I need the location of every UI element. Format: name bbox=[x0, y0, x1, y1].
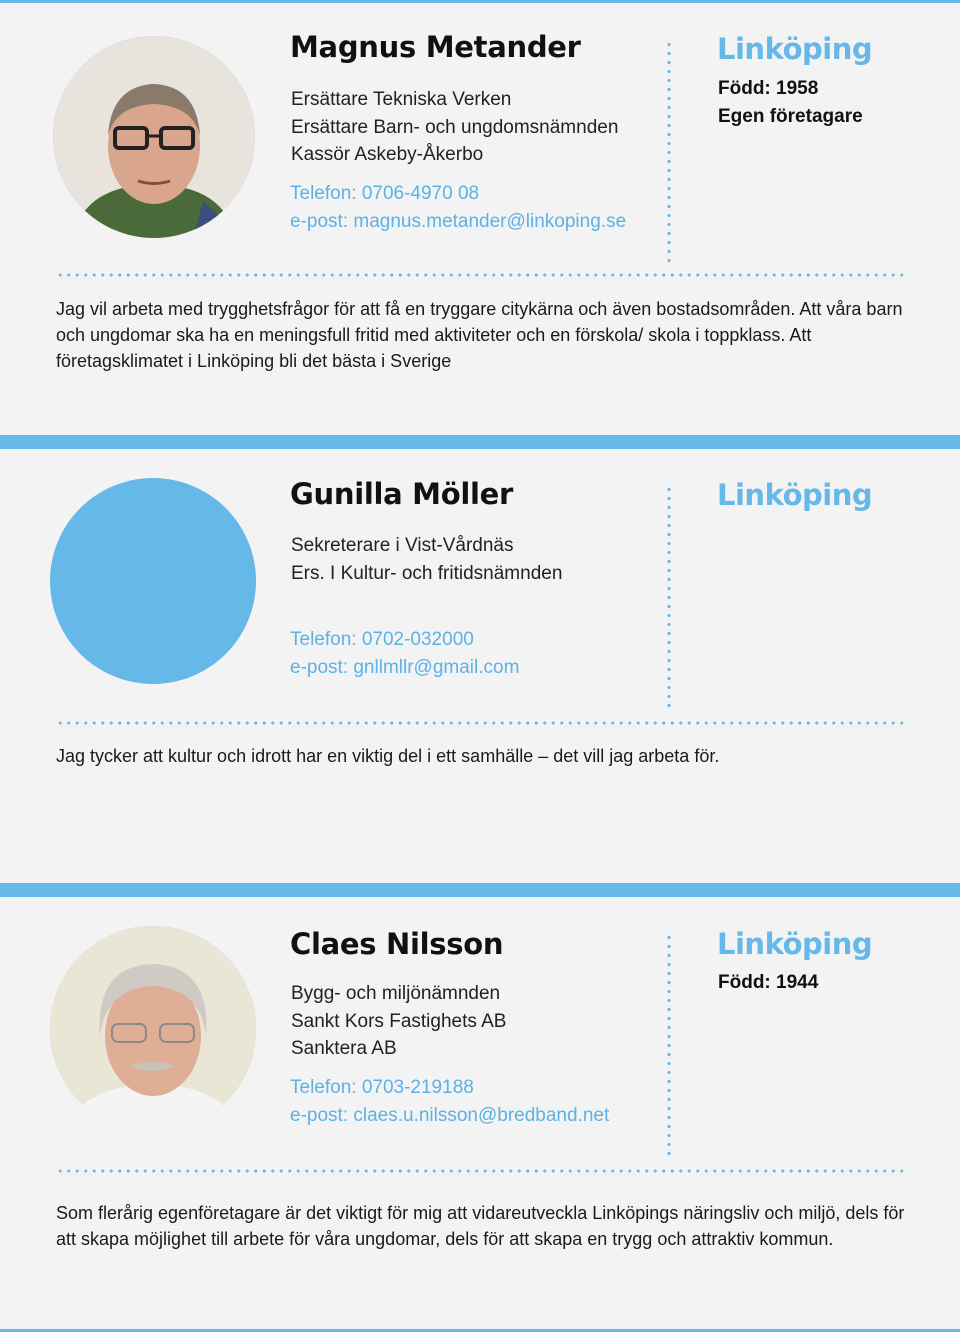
candidate-bio: Som flerårig egenföretagare är det viktigt för mig att vidareutveckla Linköpings näringsliv och miljö, dels för att skapa möjlighet till arbete för våra ungdomar, dels för att skapa en trygg och attraktiv kommun. bbox=[56, 1203, 905, 1249]
occupation: Egen företagare bbox=[718, 106, 863, 127]
candidate-name: Claes Nilsson bbox=[290, 927, 504, 961]
candidate-role: Sankt Kors Fastighets AB bbox=[291, 1010, 507, 1032]
vertical-divider bbox=[667, 40, 671, 266]
section-separator bbox=[0, 435, 960, 449]
candidate-role: Sekreterare i Vist-Vårdnäs bbox=[291, 535, 514, 556]
candidate-role: Ers. I Kultur- och fritidsnämnden bbox=[291, 562, 563, 584]
candidate-roles bbox=[291, 86, 618, 169]
vertical-divider bbox=[667, 933, 671, 1161]
candidate-contact bbox=[290, 180, 626, 236]
candidate-facts bbox=[718, 969, 818, 997]
city-label: Linköping bbox=[717, 32, 873, 66]
email-link[interactable]: e-post: claes.u.nilsson@bredband.net bbox=[290, 1105, 610, 1126]
candidate-photo bbox=[53, 36, 255, 238]
phone-link[interactable]: Telefon: 0703-219188 bbox=[290, 1077, 474, 1098]
candidate-photo bbox=[50, 926, 256, 1132]
candidate-contact bbox=[290, 626, 519, 682]
candidate-role: Bygg- och miljönämnden bbox=[291, 983, 501, 1004]
candidate-bio: Jag vil arbeta med trygghetsfrågor för att få en tryggare citykärna och även bostadsområden. Att våra barn och ungdomar ska ha en meningsfull fritid med aktiviteter och en förskola/ skola i toppklass. Att företagsklimatet i Linköping bli det bästa i Sverige bbox=[56, 299, 903, 371]
horizontal-divider bbox=[56, 720, 906, 726]
candidate-card-magnus bbox=[0, 0, 960, 435]
candidate-role: Kassör Askeby-Åkerbo bbox=[291, 144, 484, 165]
candidate-photo-placeholder bbox=[50, 478, 256, 684]
candidate-contact bbox=[290, 1074, 609, 1130]
candidate-role: Ersättare Tekniska Verken bbox=[291, 89, 512, 110]
candidate-name: Magnus Metander bbox=[290, 30, 581, 64]
candidate-role: Ersättare Barn- och ungdomsnämnden bbox=[291, 116, 619, 138]
candidate-bio: Jag tycker att kultur och idrott har en viktig del i ett samhälle – det vill jag arbeta för. bbox=[56, 746, 720, 766]
candidate-card-claes bbox=[0, 897, 960, 1332]
candidate-facts bbox=[718, 75, 863, 131]
candidate-roles bbox=[291, 980, 506, 1063]
horizontal-divider bbox=[56, 1168, 906, 1174]
candidate-name: Gunilla Möller bbox=[290, 477, 514, 511]
birth-year: Född: 1958 bbox=[718, 78, 819, 99]
section-separator bbox=[0, 883, 960, 897]
city-label: Linköping bbox=[717, 478, 873, 512]
birth-year: Född: 1944 bbox=[718, 972, 819, 993]
phone-link[interactable]: Telefon: 0706-4970 08 bbox=[290, 183, 480, 204]
city-label: Linköping bbox=[717, 927, 873, 961]
email-link[interactable]: e-post: gnllmllr@gmail.com bbox=[290, 657, 520, 678]
email-link[interactable]: e-post: magnus.metander@linkoping.se bbox=[290, 211, 627, 232]
vertical-divider bbox=[667, 485, 671, 713]
phone-link[interactable]: Telefon: 0702-032000 bbox=[290, 629, 474, 650]
horizontal-divider bbox=[56, 272, 906, 278]
candidate-role: Sanktera AB bbox=[291, 1038, 397, 1059]
candidate-card-gunilla bbox=[0, 449, 960, 883]
candidate-roles bbox=[291, 532, 562, 587]
